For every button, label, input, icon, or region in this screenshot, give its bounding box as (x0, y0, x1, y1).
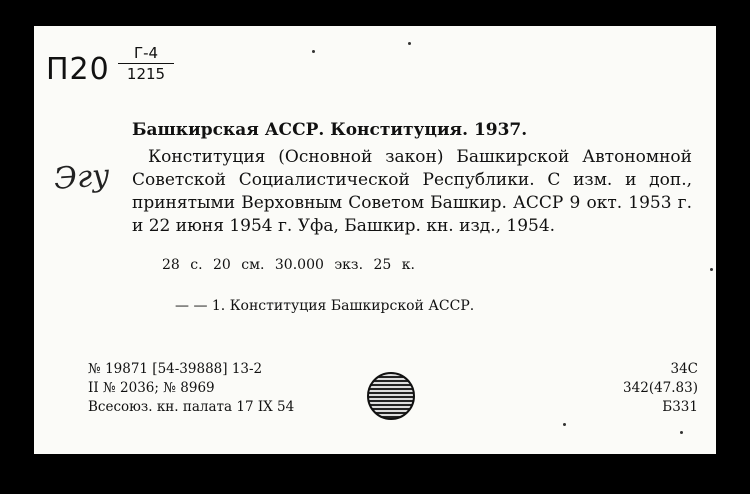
shelfmark-fraction (118, 44, 174, 83)
footer-right-block (623, 360, 698, 417)
handwritten-margin-note: Эгу (52, 158, 111, 197)
footer-left-block (88, 360, 294, 417)
scan-border-right (716, 0, 750, 494)
physical-description: 28 с. 20 см. 30.000 экз. 25 к. (162, 257, 415, 273)
scan-speck (563, 423, 566, 426)
shelfmark-code: П20 (46, 52, 110, 87)
library-stamp-icon (367, 372, 415, 420)
subject-tracing: — — 1. Конституция Башкирской АССР. (175, 298, 475, 314)
scan-speck (680, 431, 683, 434)
shelfmark-fraction-top: Г-4 (118, 44, 174, 64)
scan-border-bottom (0, 454, 750, 494)
chamber-stamp-line: Всесоюз. кн. палата 17 IX 54 (88, 399, 295, 415)
shelfmark (46, 44, 166, 87)
scan-speck (312, 50, 315, 53)
classification-code: 34С (670, 361, 698, 377)
shelfmark-fraction-bottom: 1215 (126, 65, 166, 83)
scan-speck (408, 42, 411, 45)
scan-border-left (0, 0, 34, 494)
scan-speck (710, 268, 713, 271)
registry-number-line: № 19871 [54-39888] 13-2 (88, 361, 263, 377)
udc-code: 342(47.83) (623, 380, 698, 396)
card-description: Конституция (Основной закон) Башкирской Автономной Советской Социалистической Республики. С изм. и доп., принятыми Верховным Советом Башкир. АССР 9 окт. 1953 г. и 22 июня 1954 г. Уфа, Башкир. кн. изд., 1954. (132, 147, 692, 236)
scan-border-top (0, 0, 750, 26)
author-mark: Б331 (662, 399, 698, 415)
card-heading: Башкирская АССР. Конституция. 1937. (132, 120, 528, 140)
secondary-number-line: II № 2036; № 8969 (88, 380, 215, 396)
